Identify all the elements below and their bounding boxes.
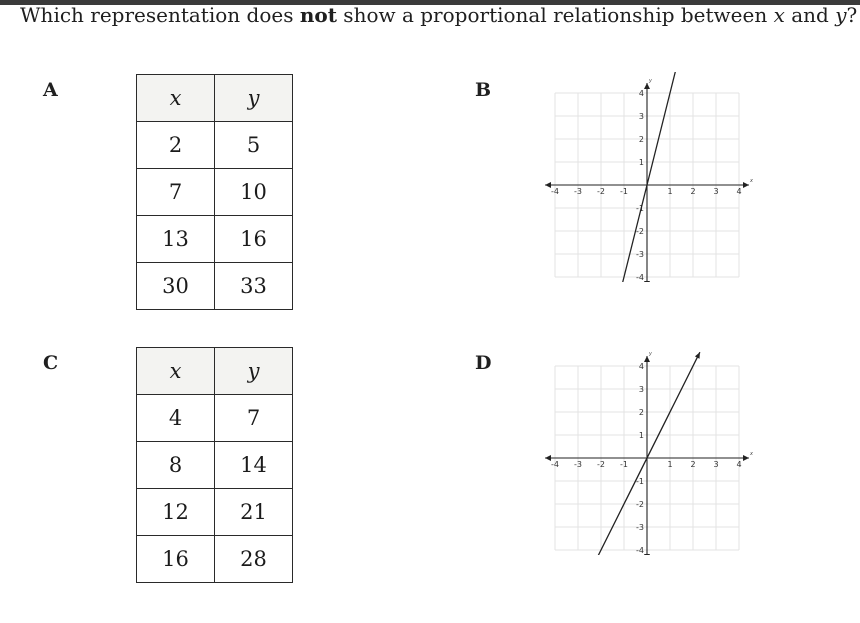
y-tick-label: 3	[638, 112, 644, 121]
question-text	[20, 3, 857, 27]
question-part-1: Which representation does	[20, 3, 300, 27]
y-tick-label: 4	[638, 362, 644, 371]
table-row	[137, 395, 293, 442]
option-c-letter[interactable]: C	[43, 352, 59, 374]
table-header-row	[137, 348, 293, 395]
axis-arrowhead	[644, 554, 650, 555]
table-header-y: y	[215, 75, 293, 122]
table-header-y: y	[215, 348, 293, 395]
x-tick-label: 3	[713, 187, 719, 196]
axis-arrowhead	[743, 455, 749, 461]
y-tick-label: 3	[638, 385, 644, 394]
table-cell-x: 7	[137, 169, 215, 216]
y-tick-label: 1	[638, 158, 644, 167]
x-tick-label: -2	[597, 460, 605, 469]
axis-arrowhead	[743, 182, 749, 188]
table-cell-x: 4	[137, 395, 215, 442]
table-row	[137, 489, 293, 536]
y-tick-label: -4	[636, 546, 644, 555]
question-part-4: ?	[846, 3, 858, 27]
x-tick-label: 3	[713, 460, 719, 469]
table-cell-x: 16	[137, 536, 215, 583]
x-tick-label: -1	[620, 460, 628, 469]
table-cell-x: 12	[137, 489, 215, 536]
option-b-letter[interactable]: B	[475, 79, 492, 101]
table-cell-y: 28	[215, 536, 293, 583]
table-cell-y: 5	[215, 122, 293, 169]
table-row	[137, 442, 293, 489]
x-tick-label: 4	[736, 187, 742, 196]
table-cell-y: 14	[215, 442, 293, 489]
option-d-letter[interactable]: D	[475, 352, 492, 374]
table-row	[137, 536, 293, 583]
x-tick-label: -3	[574, 460, 582, 469]
option-d-graph[interactable]	[540, 345, 755, 555]
table-header-row	[137, 75, 293, 122]
table-cell-x: 8	[137, 442, 215, 489]
table-cell-y: 16	[215, 216, 293, 263]
y-tick-label: 1	[638, 431, 644, 440]
question-var-y: y	[835, 3, 847, 27]
axis-arrowhead	[644, 281, 650, 282]
table-header-x: x	[137, 75, 215, 122]
table-row	[137, 169, 293, 216]
x-axis-label: x	[750, 178, 753, 184]
table-cell-y: 21	[215, 489, 293, 536]
question-var-x: x	[773, 3, 785, 27]
table-cell-y: 7	[215, 395, 293, 442]
table-row	[137, 216, 293, 263]
table-row	[137, 263, 293, 310]
table-row	[137, 122, 293, 169]
table-cell-x: 13	[137, 216, 215, 263]
option-c-table[interactable]	[136, 347, 293, 583]
y-tick-label: -3	[636, 523, 644, 532]
question-emphasis: not	[299, 3, 337, 27]
table-header-x: x	[137, 348, 215, 395]
x-tick-label: -2	[597, 187, 605, 196]
y-tick-label: 2	[638, 135, 644, 144]
y-tick-label: 2	[638, 408, 644, 417]
y-tick-label: -2	[636, 500, 644, 509]
table-cell-y: 10	[215, 169, 293, 216]
x-tick-label: -3	[574, 187, 582, 196]
x-tick-label: 2	[690, 460, 696, 469]
table-cell-x: 30	[137, 263, 215, 310]
table-cell-x: 2	[137, 122, 215, 169]
y-axis-label: y	[649, 78, 652, 84]
option-b-graph[interactable]	[540, 72, 755, 282]
x-tick-label: -1	[620, 187, 628, 196]
table-cell-y: 33	[215, 263, 293, 310]
y-tick-label: -4	[636, 273, 644, 282]
x-tick-label: 1	[667, 187, 673, 196]
option-a-letter[interactable]: A	[43, 79, 58, 101]
y-axis-label: y	[649, 351, 652, 357]
y-tick-label: -1	[636, 477, 644, 486]
question-part-2: show a proportional relationship between	[336, 3, 774, 27]
y-tick-label: -2	[636, 227, 644, 236]
x-axis-label: x	[750, 451, 753, 457]
x-tick-label: 4	[736, 460, 742, 469]
x-tick-label: -4	[551, 187, 559, 196]
x-tick-label: 2	[690, 187, 696, 196]
x-tick-label: 1	[667, 460, 673, 469]
y-tick-label: -1	[636, 204, 644, 213]
y-tick-label: -3	[636, 250, 644, 259]
option-a-table[interactable]	[136, 74, 293, 310]
x-tick-label: -4	[551, 460, 559, 469]
question-part-3: and	[784, 3, 836, 27]
y-tick-label: 4	[638, 89, 644, 98]
